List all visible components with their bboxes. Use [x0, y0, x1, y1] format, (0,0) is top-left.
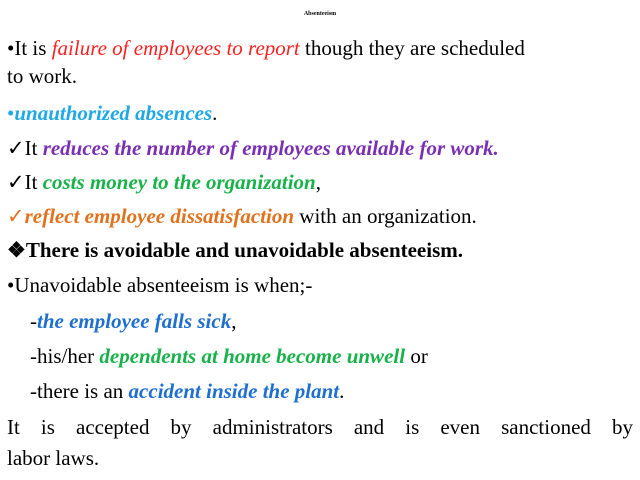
- text: -his/her: [30, 344, 100, 368]
- text: with an organization.: [294, 204, 477, 228]
- bullet-dot: •: [7, 36, 15, 60]
- bullet-failure-to-report: [7, 36, 525, 60]
- bullet-dot: •: [7, 273, 15, 297]
- check-dissatisfaction: [7, 204, 477, 228]
- highlight-text: the employee falls sick: [37, 309, 232, 333]
- text: It is: [14, 36, 52, 60]
- highlight-text: failure of employees to report: [51, 36, 300, 60]
- highlight-text: accident inside the plant: [128, 379, 340, 403]
- text: ,: [231, 309, 237, 333]
- check-costs-money: [7, 170, 321, 194]
- check-reduces-employees: [7, 136, 499, 160]
- closing-statement: It is accepted by administrators and is even sanctioned by: [7, 415, 633, 439]
- text: There is avoidable and unavoidable absenteeism.: [25, 238, 464, 262]
- text: .: [212, 101, 218, 125]
- diamond-avoidable-unavoidable: [7, 238, 463, 262]
- text: Unavoidable absenteeism is when;-: [14, 273, 313, 297]
- diamond-icon: ❖: [7, 238, 26, 262]
- text: .: [339, 379, 345, 403]
- highlight-text: unauthorized absences: [14, 101, 213, 125]
- check-icon: ✓: [7, 204, 25, 228]
- highlight-text: dependents at home become unwell: [99, 344, 406, 368]
- highlight-text: reflect employee dissatisfaction: [24, 204, 295, 228]
- bullet-unauthorized-absences: [7, 101, 217, 125]
- closing-statement-continuation: labor laws.: [7, 446, 100, 470]
- bullet-dot: •: [7, 101, 15, 125]
- check-icon: ✓: [7, 136, 25, 160]
- text: ,: [315, 170, 321, 194]
- slide-title: Absenteeism: [303, 11, 337, 17]
- text: It: [24, 136, 43, 160]
- sub-item-sick: [30, 309, 236, 333]
- text: though they are scheduled: [299, 36, 525, 60]
- highlight-text: reduces the number of employees available for work.: [42, 136, 499, 160]
- sub-item-accident: [30, 379, 344, 403]
- sub-item-dependents: [30, 344, 428, 368]
- bullet-unavoidable-when: [7, 273, 312, 297]
- check-icon: ✓: [7, 170, 25, 194]
- text: It: [24, 170, 43, 194]
- text: -there is an: [30, 379, 129, 403]
- text: or: [405, 344, 428, 368]
- text: -: [30, 309, 37, 333]
- line-continuation: to work.: [7, 64, 77, 88]
- highlight-text: costs money to the organization: [42, 170, 316, 194]
